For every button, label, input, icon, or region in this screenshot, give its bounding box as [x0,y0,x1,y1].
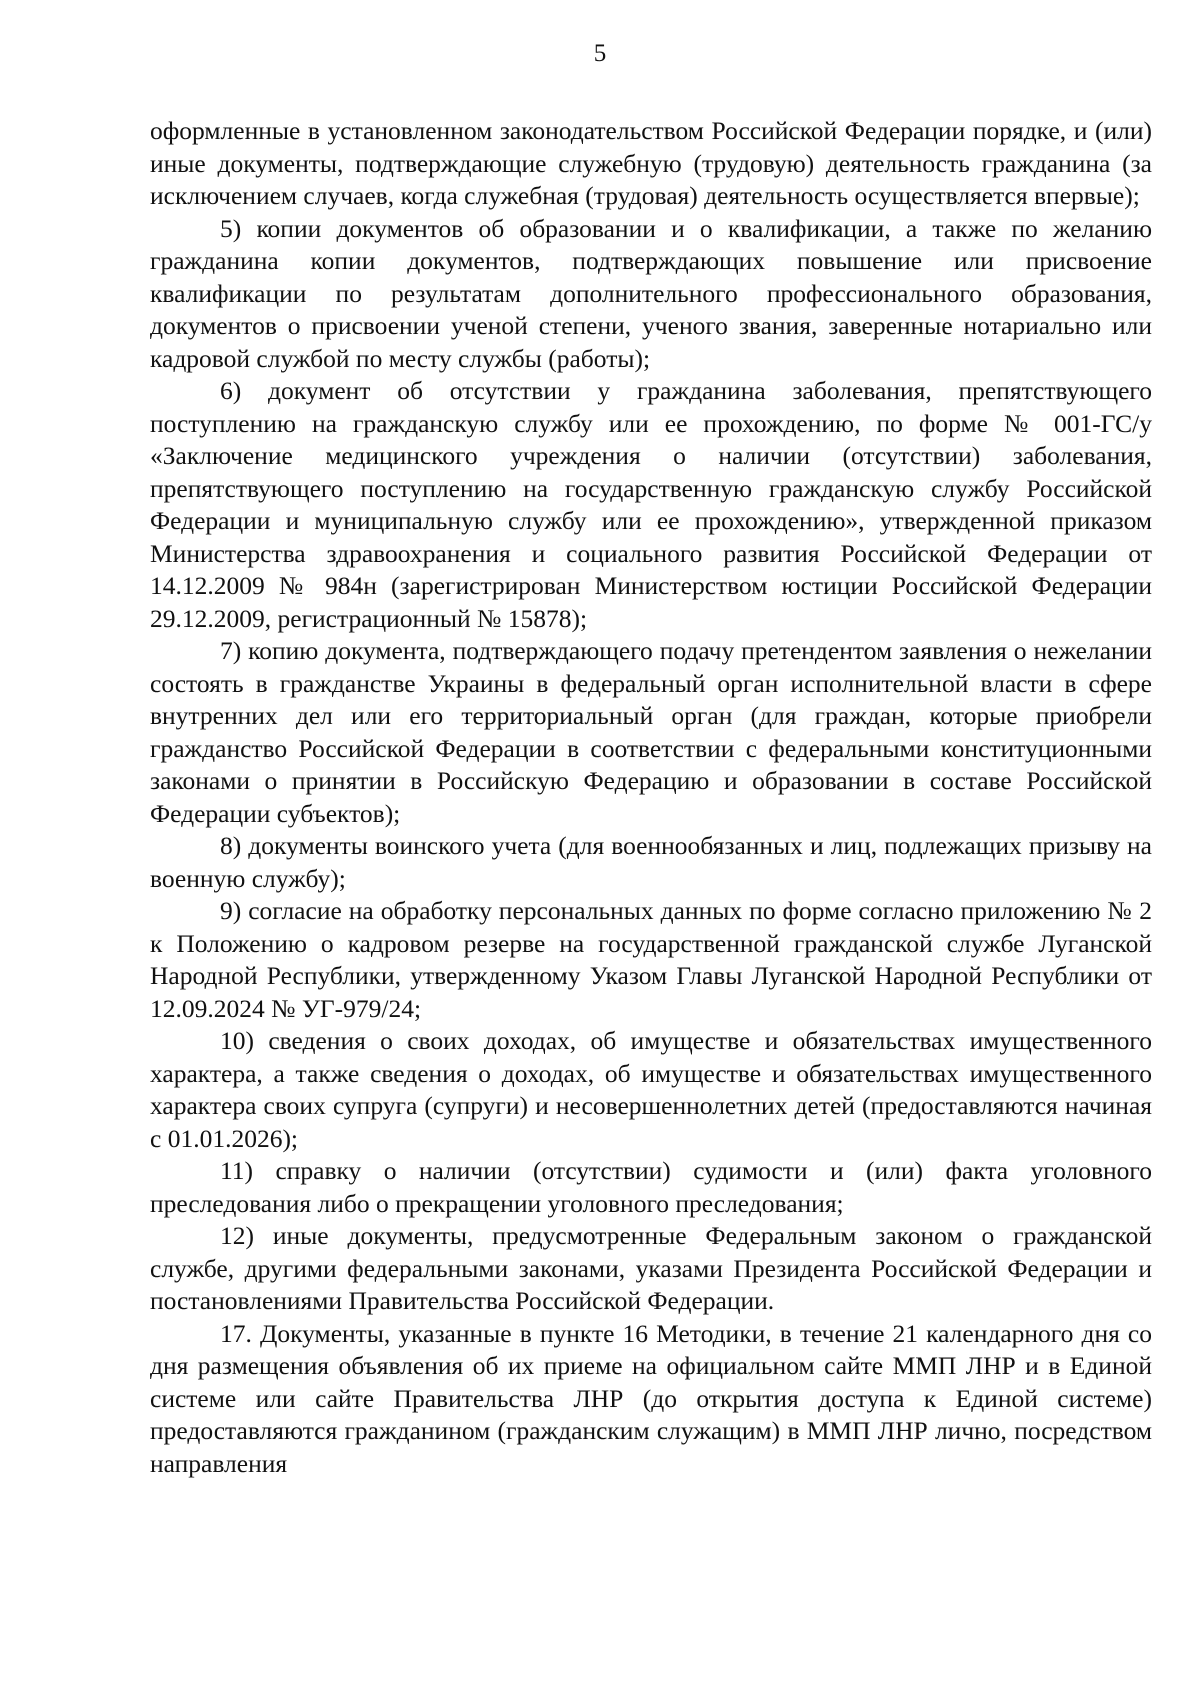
paragraph-item-9: 9) согласие на обработку персональных данных по форме согласно приложению № 2 к Положению о кадровом резерве на государственной гражданской службе Луганской Народной Республики, утвержденному Указом Главы Луганской Народной Республики от 12.09.2024 № УГ-979/24; [150,896,1152,1023]
paragraph-item-7: 7) копию документа, подтверждающего подачу претендентом заявления о нежелании состоять в гражданстве Украины в федеральный орган исполнительной власти в сфере внутренних дел или его территориальный орган (для граждан, которые приобрели гражданство Российской Федерации в соответствии с федеральными конституционными законами о принятии в Российскую Федерацию и образовании в составе Российской Федерации субъектов); [150,636,1152,828]
paragraph-item-10: 10) сведения о своих доходах, об имуществе и обязательствах имущественного характера, а также сведения о доходах, об имуществе и обязательствах имущественного характера своих супруга (супруги) и несовершеннолетних детей (предоставляются начиная с 01.01.2026); [150,1026,1152,1153]
document-body [150,115,1152,1480]
paragraph-section-17: 17. Документы, указанные в пункте 16 Методики, в течение 21 календарного дня со дня размещения объявления об их приеме на официальном сайте ММП ЛНР и в Единой системе или сайте Правительства ЛНР (до открытия доступа к Единой системе) предоставляются гражданином (гражданским служащим) в ММП ЛНР лично, посредством направления [150,1318,1152,1478]
paragraph-item-8: 8) документы воинского учета (для военнообязанных и лиц, подлежащих призыву на военную службу); [150,831,1152,893]
paragraph-item-6: 6) документ об отсутствии у гражданина заболевания, препятствующего поступлению на гражданскую службу или ее прохождению, по форме № 001-ГС/у «Заключение медицинского учреждения о наличии (отсутствии) заболевания, препятствующего поступлению на государственную гражданскую службу Российской Федерации и муниципальную службу или ее прохождению», утвержденной приказом Министерства здравоохранения и социального развития Российской Федерации от 14.12.2009 № 984н (зарегистрирован Министерством юстиции Российской Федерации 29.12.2009, регистрационный № 15878); [150,376,1152,633]
paragraph-item-12: 12) иные документы, предусмотренные Федеральным законом о гражданской службе, другими федеральными законами, указами Президента Российской Федерации и постановлениями Правительства Российской Федерации. [150,1221,1152,1315]
page-number: 5 [593,40,607,67]
paragraph-item-11: 11) справку о наличии (отсутствии) судимости и (или) факта уголовного преследования либо о прекращении уголовного преследования; [150,1156,1152,1218]
paragraph-item-5: 5) копии документов об образовании и о квалификации, а также по желанию гражданина копии документов, подтверждающих повышение или присвоение квалификации по результатам дополнительного профессионального образования, документов о присвоении ученой степени, ученого звания, заверенные нотариально или кадровой службой по месту службы (работы); [150,213,1152,373]
paragraph-continuation: оформленные в установленном законодательством Российской Федерации порядке, и (или) иные документы, подтверждающие служебную (трудовую) деятельность гражданина (за исключением случаев, когда служебная (трудовая) деятельность осуществляется впервые); [150,116,1152,210]
